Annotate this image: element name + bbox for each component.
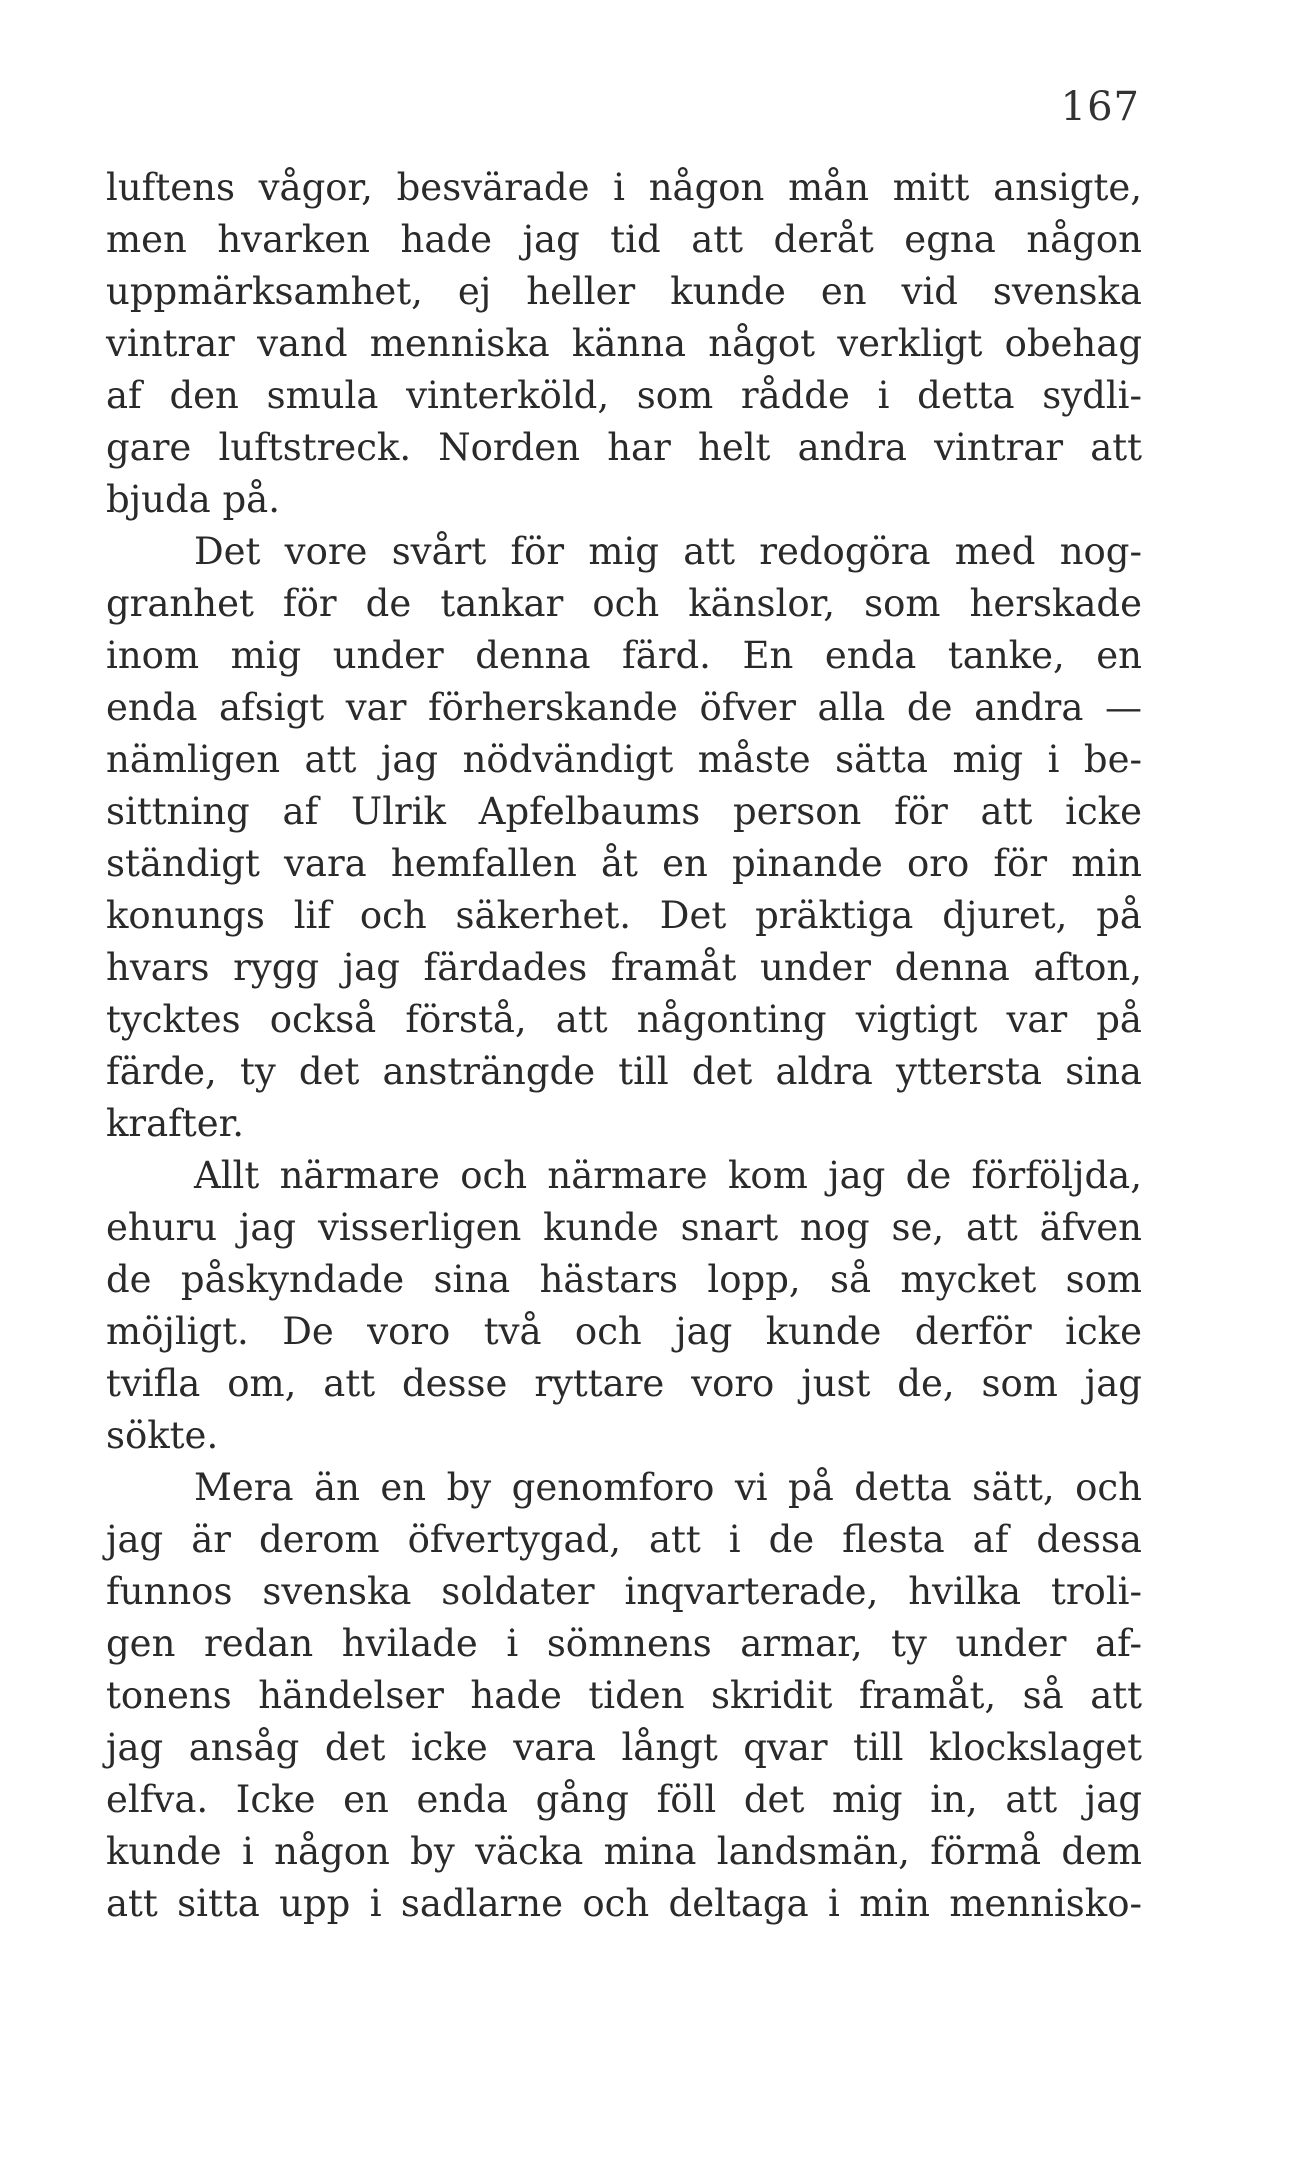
text-line: gare luftstreck. Norden har helt andra vintrar att — [106, 426, 1142, 469]
page-number: 167 — [1060, 84, 1140, 130]
text-line: sittning af Ulrik Apfelbaums person för att icke — [106, 790, 1142, 833]
text-line: enda afsigt var förherskande öfver alla de andra — — [106, 686, 1142, 729]
text-line: Mera än en by genomforo vi på detta sätt, och — [194, 1466, 1142, 1509]
text-line: vintrar vand menniska känna något verkligt obehag — [106, 322, 1142, 365]
text-line: tvifla om, att desse ryttare voro just de, som jag — [106, 1362, 1142, 1405]
text-line: bjuda på. — [106, 478, 280, 521]
text-line: de påskyndade sina hästars lopp, så mycket som — [106, 1258, 1142, 1301]
text-line: möjligt. De voro två och jag kunde derför icke — [106, 1310, 1142, 1353]
text-line: ständigt vara hemfallen åt en pinande oro för min — [106, 842, 1142, 885]
text-line: uppmärksamhet, ej heller kunde en vid svenska — [106, 270, 1142, 313]
text-line: elfva. Icke en enda gång föll det mig in, att jag — [106, 1778, 1142, 1821]
text-line: att sitta upp i sadlarne och deltaga i min mennisko- — [106, 1882, 1142, 1925]
text-line: kunde i någon by väcka mina landsmän, förmå dem — [106, 1830, 1142, 1873]
text-line: Allt närmare och närmare kom jag de förföljda, — [194, 1154, 1142, 1197]
text-line: Det vore svårt för mig att redogöra med nog- — [194, 530, 1142, 573]
body-text — [106, 162, 1142, 1930]
text-line: jag är derom öfvertygad, att i de flesta af dessa — [106, 1518, 1142, 1561]
text-line: tonens händelser hade tiden skridit framåt, så att — [106, 1674, 1142, 1717]
text-line: gen redan hvilade i sömnens armar, ty under af- — [106, 1622, 1142, 1665]
text-line: inom mig under denna färd. En enda tanke, en — [106, 634, 1142, 677]
text-line: luftens vågor, besvärade i någon mån mitt ansigte, — [106, 166, 1142, 209]
text-line: krafter. — [106, 1102, 245, 1145]
text-line: men hvarken hade jag tid att deråt egna någon — [106, 218, 1142, 261]
text-line: nämligen att jag nödvändigt måste sätta mig i be- — [106, 738, 1142, 781]
text-line: af den smula vinterköld, som rådde i detta sydli- — [106, 374, 1142, 417]
text-line: sökte. — [106, 1414, 219, 1457]
text-line: konungs lif och säkerhet. Det präktiga djuret, på — [106, 894, 1142, 937]
text-line: tycktes också förstå, att någonting vigtigt var på — [106, 998, 1142, 1041]
text-line: funnos svenska soldater inqvarterade, hvilka troli- — [106, 1570, 1142, 1613]
text-line: färde, ty det ansträngde till det aldra yttersta sina — [106, 1050, 1142, 1093]
text-line: granhet för de tankar och känslor, som herskade — [106, 582, 1142, 625]
text-line: ehuru jag visserligen kunde snart nog se, att äfven — [106, 1206, 1142, 1249]
text-line: hvars rygg jag färdades framåt under denna afton, — [106, 946, 1142, 989]
text-line: jag ansåg det icke vara långt qvar till klockslaget — [106, 1726, 1142, 1769]
